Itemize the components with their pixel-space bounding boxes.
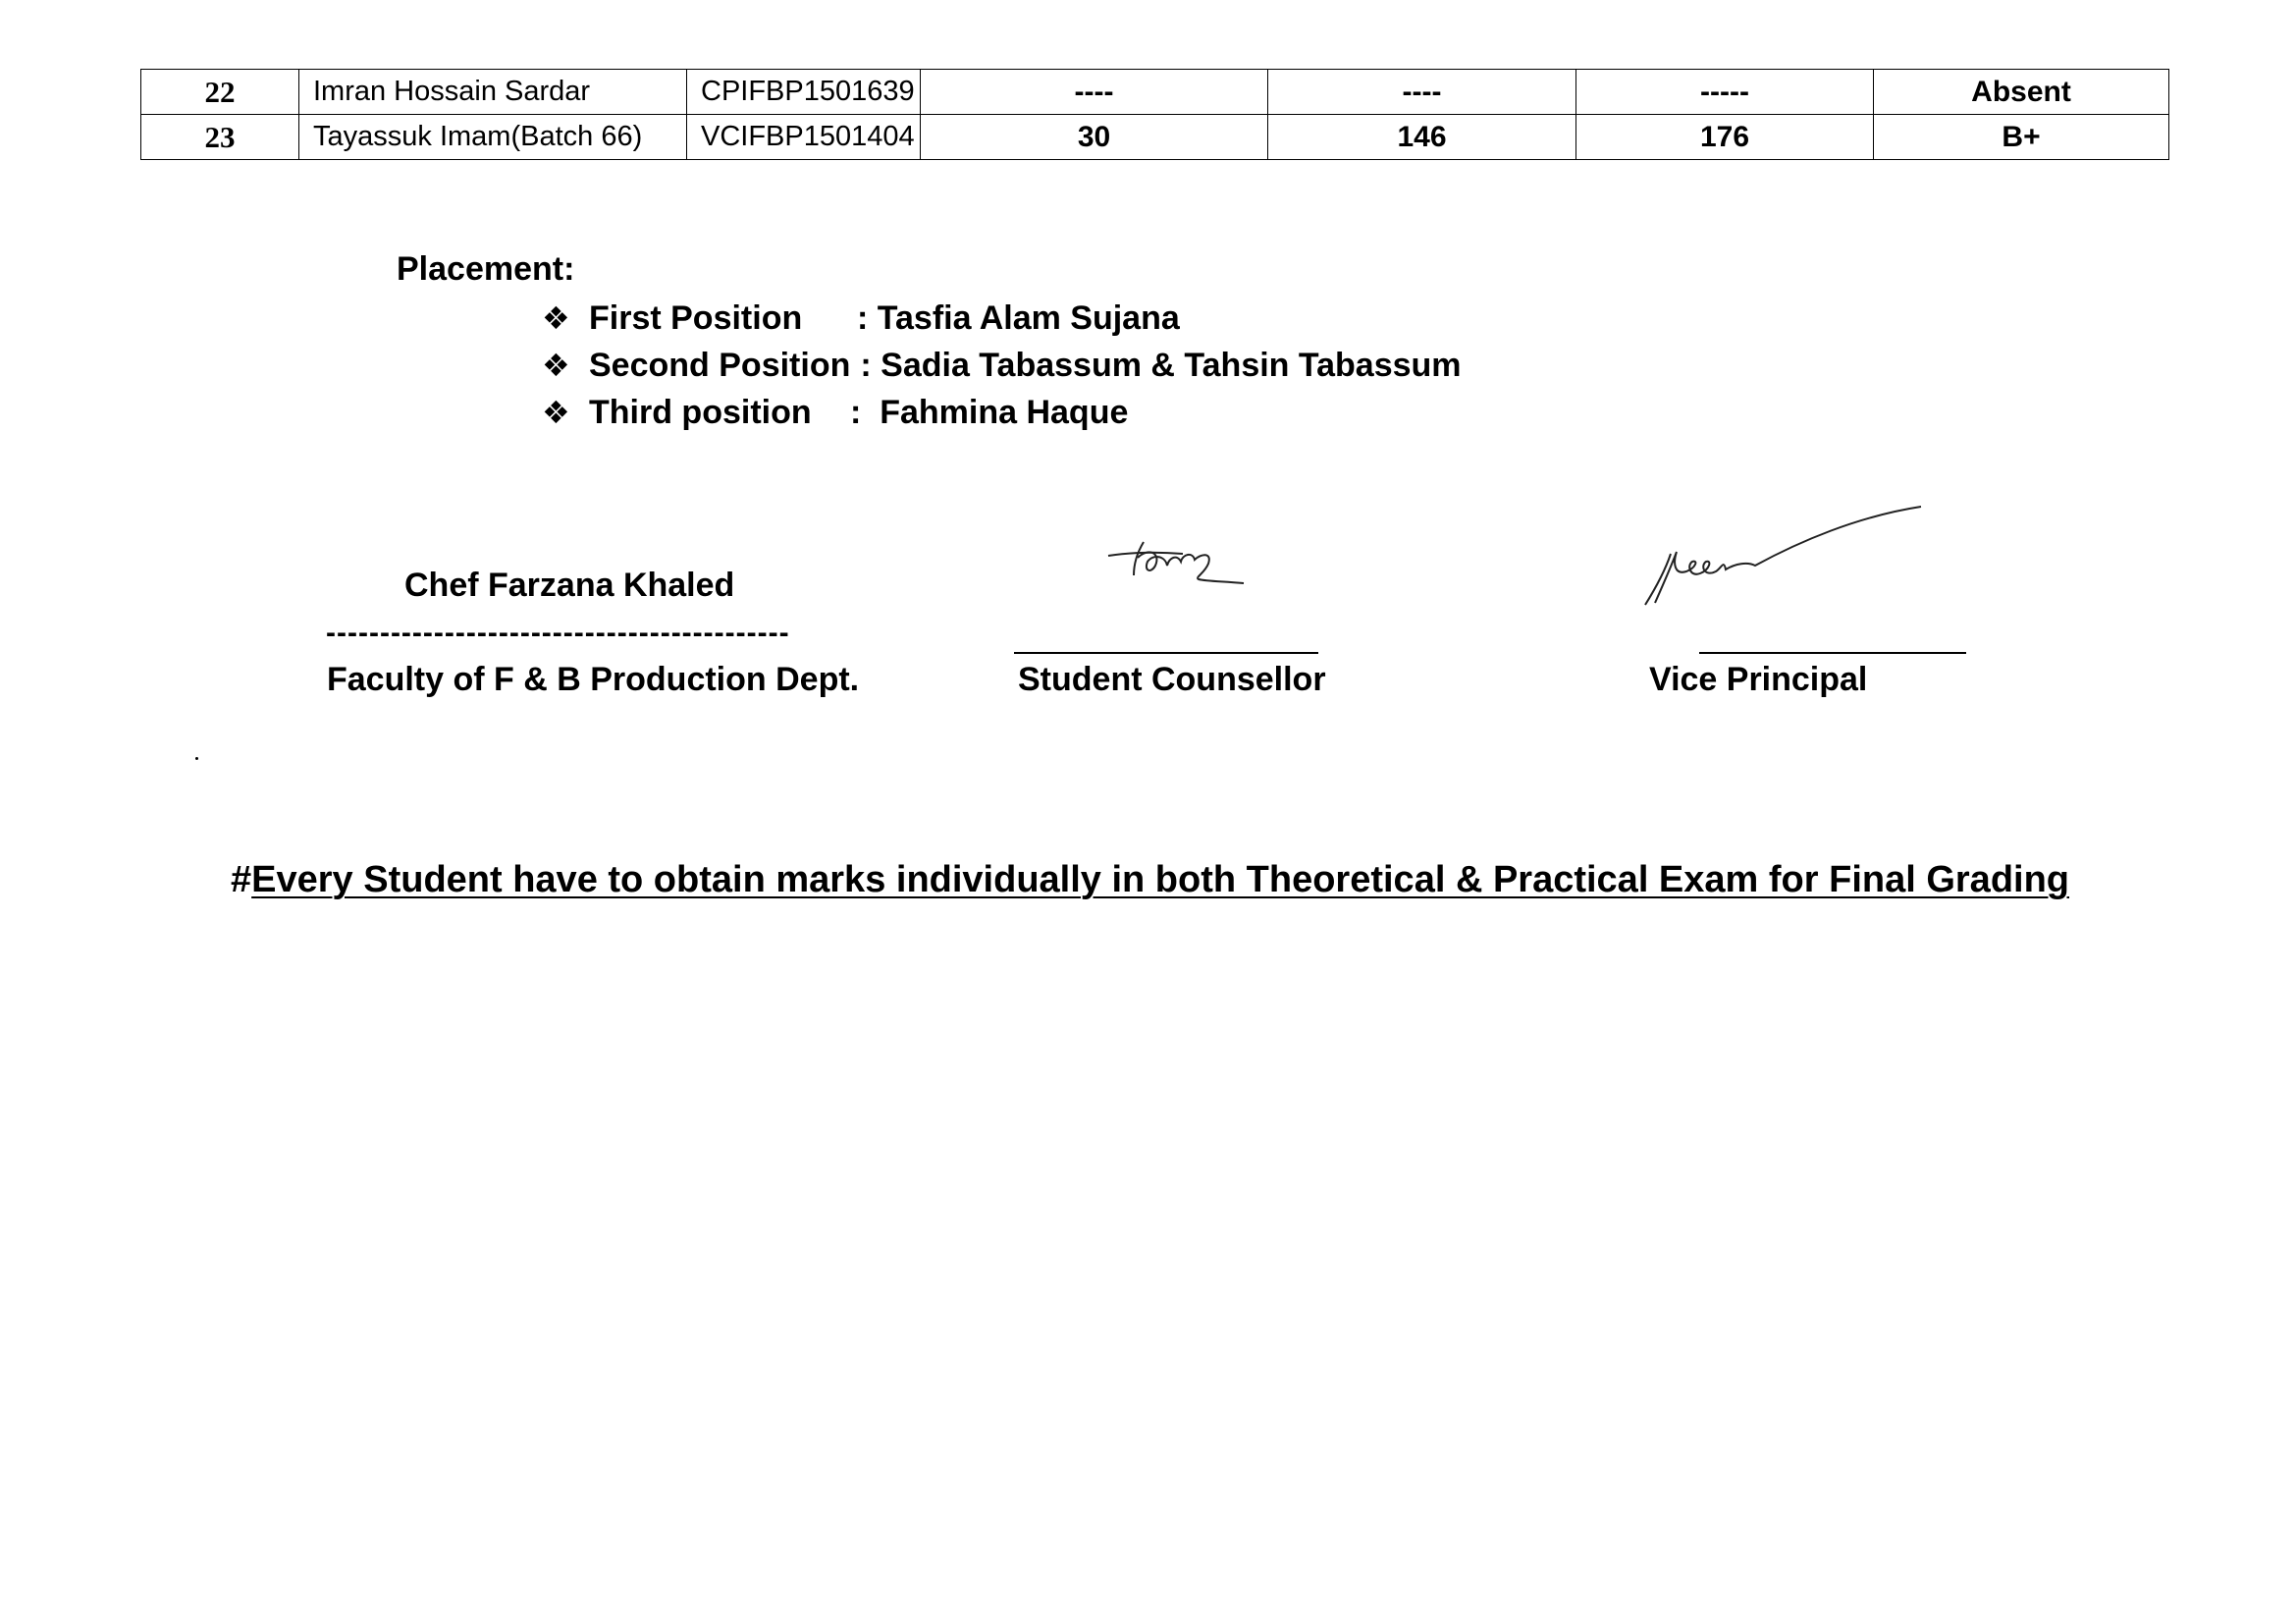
diamond-bullet-icon: ❖ (542, 395, 570, 430)
position-separator: : (850, 393, 881, 431)
total-marks-cell: ----- (1576, 70, 1874, 115)
counsellor-signature-line (1014, 652, 1318, 654)
student-id-cell: VCIFBP1501404 (687, 115, 921, 160)
position-winner: Fahmina Haque (880, 393, 1129, 431)
counsellor-title: Student Counsellor (1018, 661, 1326, 698)
grading-note-text: Every Student have to obtain marks individually in both Theoretical & Practical Exam for Final Grading (251, 859, 2070, 900)
theory-marks-cell: 30 (921, 115, 1268, 160)
total-marks-cell: 176 (1576, 115, 1874, 160)
grade-cell: Absent (1874, 70, 2169, 115)
diamond-bullet-icon: ❖ (542, 300, 570, 336)
practical-marks-cell: ---- (1268, 70, 1576, 115)
position-label: Second Position (589, 346, 851, 384)
position-separator: : (860, 346, 881, 384)
grading-note-prefix: # (231, 859, 252, 900)
vice-principal-signature-icon (1641, 503, 1926, 611)
faculty-name: Chef Farzana Khaled (404, 567, 735, 604)
diamond-bullet-icon: ❖ (542, 348, 570, 383)
table-row (141, 115, 2169, 160)
position-label: First Position (589, 298, 803, 337)
placement-list (542, 295, 1462, 436)
student-name-cell: Tayassuk Imam(Batch 66) (299, 115, 687, 160)
grade-cell: B+ (1874, 115, 2169, 160)
counsellor-signature-icon (1104, 538, 1252, 603)
placement-item-third (542, 389, 1462, 436)
table-row (141, 70, 2169, 115)
vice-principal-signature-line (1699, 652, 1966, 654)
theory-marks-cell: ---- (921, 70, 1268, 115)
results-table (140, 69, 2169, 160)
position-winner: Sadia Tabassum & Tahsin Tabassum (881, 346, 1462, 384)
vice-principal-title: Vice Principal (1649, 661, 1868, 698)
position-label: Third position (589, 393, 812, 431)
faculty-title: Faculty of F & B Production Dept. (327, 661, 860, 698)
serial-cell: 23 (141, 115, 299, 160)
placement-item-second (542, 342, 1462, 389)
stray-dot (195, 757, 198, 760)
student-id-cell: CPIFBP1501639 (687, 70, 921, 115)
faculty-signature-line: ------------------------------------------- (326, 617, 790, 649)
placement-item-first (542, 295, 1462, 342)
position-winner: Tasfia Alam Sujana (877, 298, 1180, 337)
grading-note (231, 859, 2069, 901)
position-separator: : (857, 298, 878, 337)
student-name-cell: Imran Hossain Sardar (299, 70, 687, 115)
practical-marks-cell: 146 (1268, 115, 1576, 160)
serial-cell: 22 (141, 70, 299, 115)
placement-heading: Placement: (397, 250, 575, 288)
